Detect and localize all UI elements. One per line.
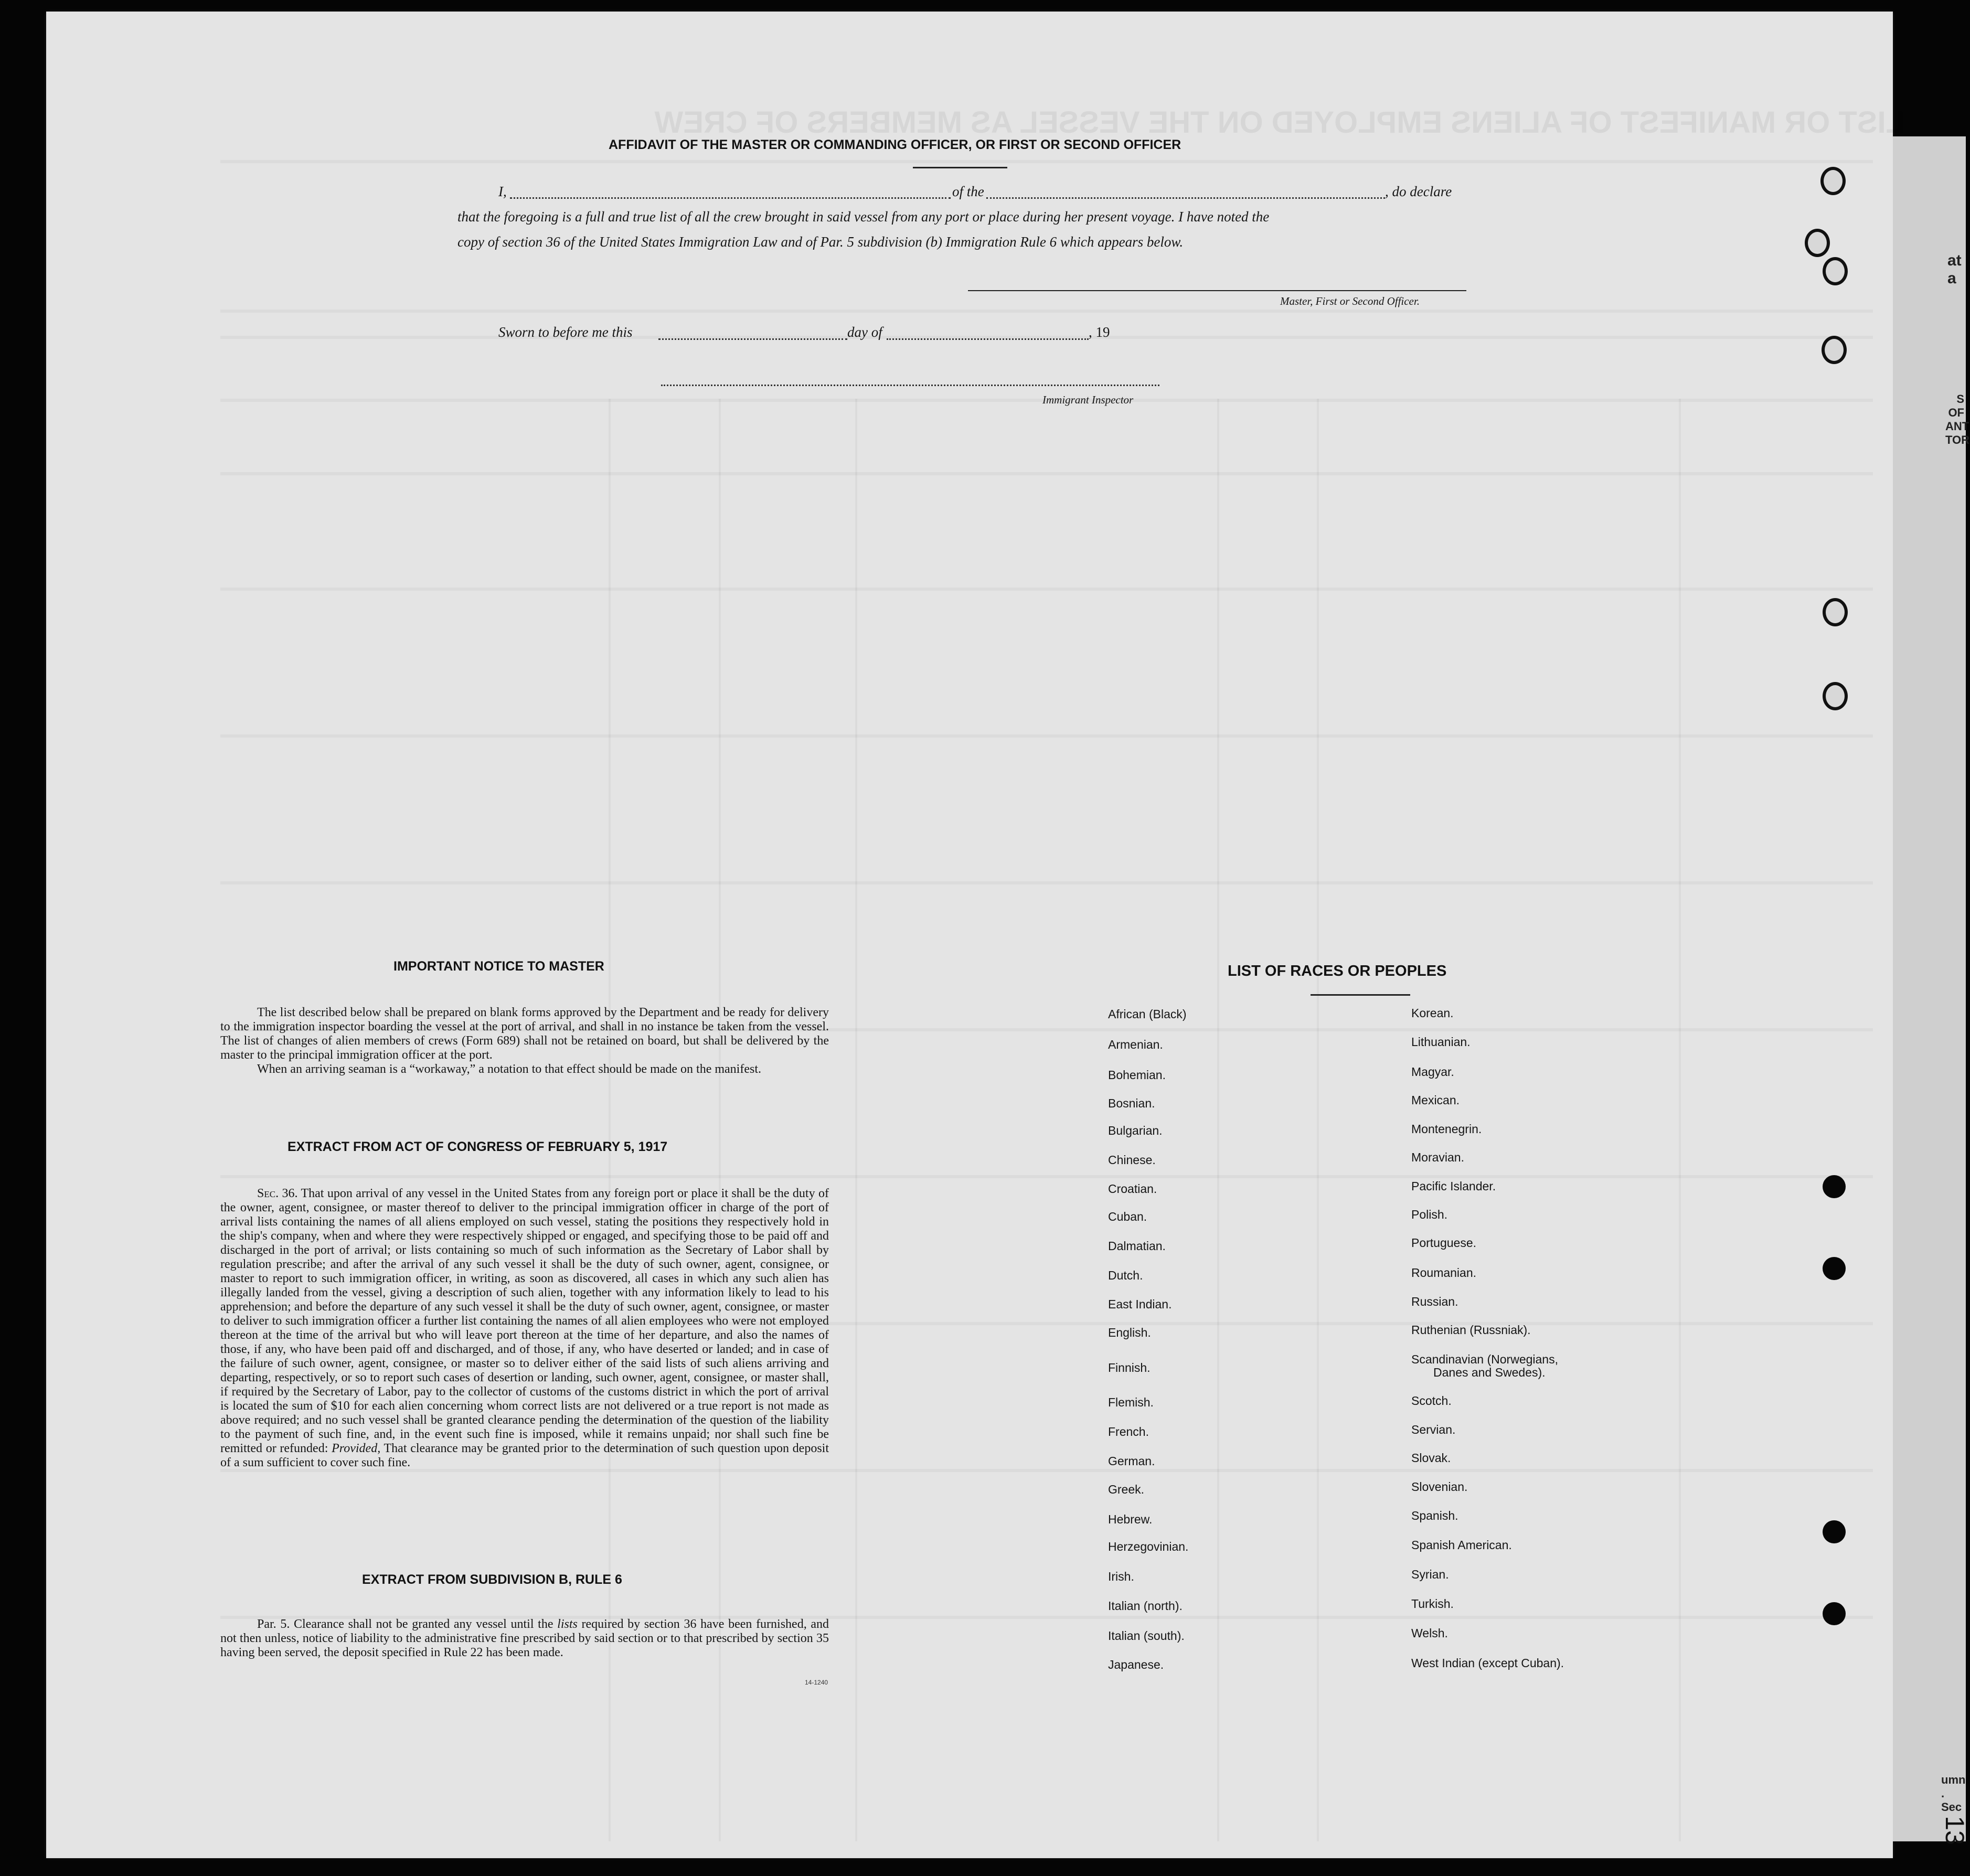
race-item: Scotch. [1411, 1394, 1452, 1408]
adjacent-fragment-line: . Sec [1941, 1787, 1962, 1814]
race-item: Lithuanian. [1411, 1035, 1471, 1049]
adjacent-page-fragment: at a [1947, 252, 1962, 287]
race-item: Roumanian. [1411, 1266, 1477, 1280]
affidavit-i: I, [498, 184, 507, 199]
bleed-line [220, 734, 1873, 738]
race-item: Croatian. [1108, 1182, 1157, 1196]
rule6-body [220, 1617, 829, 1660]
binder-hole [1823, 1257, 1846, 1280]
binder-hole-ring [1822, 336, 1847, 364]
race-item: English. [1108, 1326, 1151, 1339]
act-section-label: Sec. 36. [257, 1187, 298, 1200]
race-item: Ruthenian (Russniak). [1411, 1323, 1531, 1337]
binder-hole-ring [1823, 682, 1848, 710]
race-item: Hebrew. [1108, 1512, 1153, 1526]
race-item: French. [1108, 1425, 1149, 1438]
bleed-line [220, 1175, 1873, 1178]
adjacent-fragment-line: ANT [1945, 420, 1969, 433]
race-item: Herzegovinian. [1108, 1540, 1189, 1553]
race-item: Magyar. [1411, 1065, 1454, 1079]
race-item: Danes and Swedes). [1433, 1366, 1546, 1379]
race-item: Russian. [1411, 1295, 1458, 1308]
race-item: Bulgarian. [1108, 1124, 1163, 1137]
rule6-text-b: required by section 36 have been furnished, and not then unless, notice of liability to the administrative fine prescribed by said section or to that prescribed by section 35 having been served, the deposit specified in Rule 22 has been made. [220, 1617, 829, 1659]
bleed-line [220, 881, 1873, 884]
sworn-month-field[interactable] [887, 338, 1089, 340]
document-page [46, 12, 1893, 1858]
name-field[interactable] [510, 197, 951, 199]
affidavit-do-declare: , do declare [1385, 184, 1452, 199]
race-item: African (Black) [1108, 1007, 1187, 1021]
race-item: Welsh. [1411, 1626, 1448, 1640]
race-item: Japanese. [1108, 1658, 1164, 1671]
race-item: Irish. [1108, 1570, 1134, 1583]
sworn-text: Sworn to before me this [498, 324, 633, 340]
bleed-through-title: LIST OR MANIFEST OF ALIENS EMPLOYED ON THE VESSEL AS MEMBERS OF CREW [654, 105, 1904, 140]
race-item: Scandinavian (Norwegians, [1411, 1352, 1558, 1366]
binder-hole-ring [1823, 257, 1848, 285]
race-item: Syrian. [1411, 1568, 1449, 1581]
race-item: Dutch. [1108, 1269, 1143, 1282]
rule6-text-a: Par. 5. Clearance shall not be granted any vessel until the [257, 1617, 553, 1631]
sworn-day-field[interactable] [658, 338, 847, 340]
act-provided: Provided, [332, 1442, 381, 1455]
race-item: Slovenian. [1411, 1480, 1468, 1494]
race-item: Portuguese. [1411, 1236, 1477, 1250]
adjacent-fragment-line: umn [1941, 1773, 1966, 1786]
binder-hole [1823, 1175, 1846, 1198]
race-item: Moravian. [1411, 1150, 1464, 1164]
affidavit-title: AFFIDAVIT OF THE MASTER OR COMMANDING OFFICER, OR FIRST OR SECOND OFFICER [609, 137, 1181, 152]
affidavit-divider [913, 167, 1007, 168]
races-divider [1311, 994, 1410, 996]
race-item: Spanish. [1411, 1509, 1458, 1522]
binder-hole-ring [1823, 598, 1848, 626]
form-number: 14-1240 [805, 1679, 828, 1686]
master-signature-line[interactable] [968, 290, 1466, 291]
race-item: Dalmatian. [1108, 1239, 1166, 1253]
race-item: Flemish. [1108, 1395, 1154, 1409]
races-title: LIST OF RACES OR PEOPLES [1228, 963, 1447, 979]
adjacent-fragment-line: S OF [1948, 392, 1964, 419]
bleed-column [1317, 399, 1319, 1841]
race-item: Mexican. [1411, 1093, 1460, 1107]
bleed-column [855, 399, 857, 1841]
notice-body [220, 1006, 829, 1076]
inspector-signature-line[interactable] [661, 385, 1159, 386]
race-item: Italian (south). [1108, 1629, 1185, 1643]
rule6-lists: lists [557, 1617, 578, 1631]
binder-hole-ring [1820, 167, 1846, 195]
race-item: East Indian. [1108, 1297, 1172, 1311]
race-item: Turkish. [1411, 1597, 1454, 1611]
adjacent-page-fragment-lines [1945, 392, 1970, 447]
binder-hole [1823, 1520, 1846, 1543]
act-text-end: That clearance may be granted prior to the determination of such question upon deposit of a sum sufficient to cover such fine. [220, 1442, 829, 1469]
race-item: Korean. [1411, 1006, 1454, 1020]
act-title: EXTRACT FROM ACT OF CONGRESS OF FEBRUARY 5, 1917 [287, 1139, 668, 1154]
master-signature-label: Master, First or Second Officer. [1280, 295, 1420, 307]
race-item: German. [1108, 1454, 1155, 1468]
notice-title: IMPORTANT NOTICE TO MASTER [393, 959, 604, 974]
race-item: West Indian (except Cuban). [1411, 1656, 1564, 1670]
act-body [220, 1187, 829, 1470]
sworn-year: , 19 [1089, 324, 1110, 340]
sworn-day-of: day of [847, 324, 882, 340]
race-item: Greek. [1108, 1483, 1145, 1496]
rule6-paragraph [220, 1617, 829, 1660]
affidavit-line-3: copy of section 36 of the United States Immigration Law and of Par. 5 subdivision (b) Immigration Rule 6 which appears below. [457, 234, 1184, 250]
rule6-title: EXTRACT FROM SUBDIVISION B, RULE 6 [362, 1572, 622, 1587]
act-paragraph [220, 1187, 829, 1470]
affidavit-of-the: of the [952, 184, 984, 199]
race-item: Slovak. [1411, 1451, 1451, 1465]
bleed-line [220, 472, 1873, 475]
bleed-line [220, 310, 1873, 313]
race-item: Finnish. [1108, 1361, 1151, 1374]
bleed-column [1679, 399, 1681, 1841]
race-item: Italian (north). [1108, 1599, 1183, 1613]
binder-hole-ring [1805, 229, 1830, 257]
race-item: Montenegrin. [1411, 1122, 1482, 1136]
race-item: Pacific Islander. [1411, 1179, 1496, 1193]
race-item: Servian. [1411, 1423, 1456, 1436]
race-item: Cuban. [1108, 1210, 1147, 1223]
inspector-label: Immigrant Inspector [1042, 393, 1134, 406]
race-item: Bohemian. [1108, 1068, 1166, 1082]
notice-paragraph-2: When an arriving seaman is a “workaway,” a notation to that effect should be made on the manifest. [257, 1062, 761, 1076]
binder-hole [1823, 1602, 1846, 1625]
page-number: 13 [1940, 1816, 1969, 1845]
race-item: Chinese. [1108, 1153, 1156, 1167]
adjacent-page-fragment-bottom [1941, 1773, 1966, 1814]
bleed-line [220, 588, 1873, 591]
affidavit-line-2: that the foregoing is a full and true list of all the crew brought in said vessel from any port or place during her present voyage. I have noted the [457, 209, 1270, 225]
race-item: Polish. [1411, 1208, 1448, 1221]
bleed-line [220, 160, 1873, 163]
race-item: Spanish American. [1411, 1538, 1512, 1552]
notice-paragraph-1: The list described below shall be prepared on blank forms approved by the Department and be ready for delivery to the immigration inspector boarding the vessel at the port of arrival, and shall in no instance be taken from the vessel. The list of changes of alien members of crews (Form 689) shall not be retained on board, but shall be delivered by the master to the principal immigration officer at the port. [220, 1006, 829, 1062]
race-item: Bosnian. [1108, 1096, 1155, 1110]
race-item: Armenian. [1108, 1038, 1163, 1051]
adjacent-fragment-line: TOR [1945, 433, 1970, 446]
bleed-column [1217, 399, 1219, 1841]
act-text: That upon arrival of any vessel in the United States from any foreign port or place it shall be the duty of the owner, agent, consignee, or master thereof to deliver to the principal immigration officer in charge of the port of arrival lists containing the names of all aliens employed on such vessel, stating the positions they respectively hold in the ship's company, when and where they were respectively shipped or engaged, and specifying those to be paid off and discharged in the port of arrival; or lists containing so much of such information as the Secretary of Labor shall by regulation prescribe; and after the arrival of any such vessel it shall be the duty of such owner, agent, consignee, or master to report to such immigration officer, in writing, as soon as discovered, all cases in which any such alien has illegally landed from the vessel, giving a description of such alien, together with any information likely to lead to his apprehension; and before the departure of any such vessel it shall be the duty of such owner, agent, consignee, or master to deliver to such immigration officer a further list containing the names of all alien employees who were not employed thereon at the time of the arrival but who will leave port thereon at the time of her departure, and also the names of those, if any, who have been paid off and discharged, and of those, if any, who have deserted or landed; and in case of the failure of such owner, agent, consignee, or master so to deliver either of the said lists of such aliens arriving and departing, respectively, or so to report such cases of desertion or landing, such owner, agent, consignee, or master shall, if required by the Secretary of Labor, pay to the collector of customs of the customs district in which the port of arrival is located the sum of $10 for each alien concerning whom correct lists are not delivered or a true report is not made as above required; and no such vessel shall be granted clearance pending the determination of the question of the liability to the payment of such fine, and, in the event such fine is imposed, while it remains unpaid; nor shall such fine be remitted or refunded: [220, 1187, 829, 1455]
vessel-field[interactable] [986, 197, 1385, 199]
